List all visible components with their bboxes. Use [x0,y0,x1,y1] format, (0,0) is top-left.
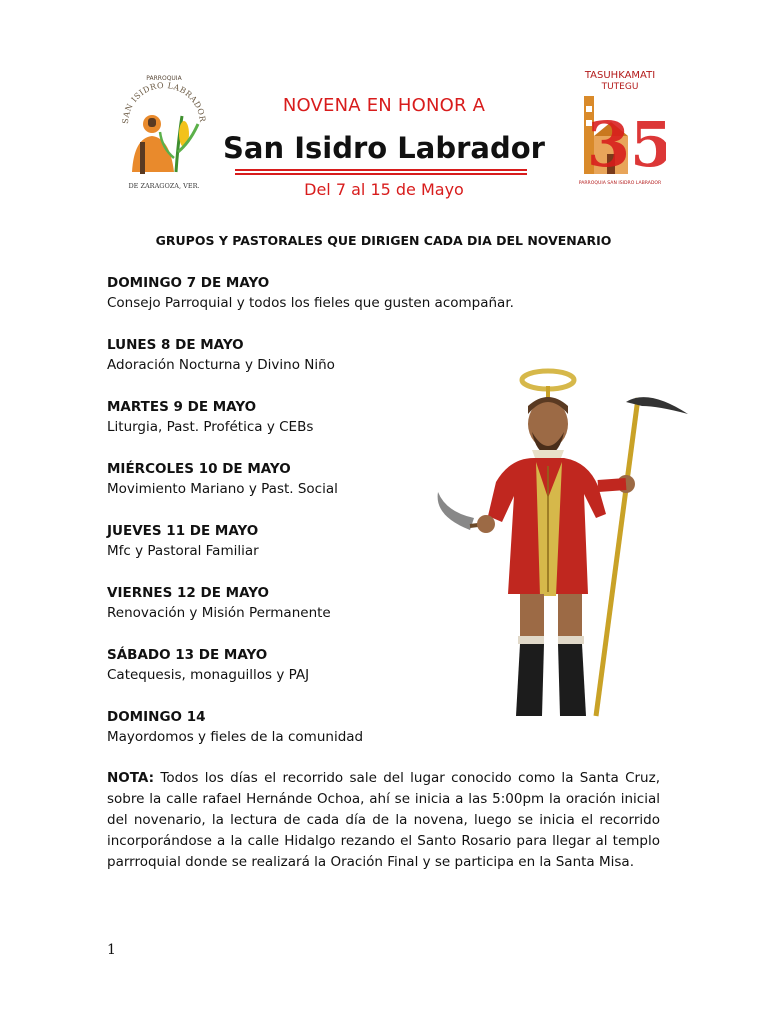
schedule-day: DOMINGO 14 [107,709,206,725]
header-subtitle: NOVENA EN HONOR A [282,95,486,116]
logo-right-bottom-text: PARROQUIA SAN ISIDRO LABRADOR [578,181,662,186]
schedule-entry [107,645,437,686]
schedule-groups: Renovación y Misión Permanente [107,605,331,621]
page-number: 1 [107,942,116,958]
page-title: San Isidro Labrador [223,131,545,165]
schedule-day: SÁBADO 13 DE MAYO [107,647,268,663]
schedule-day: MIÉRCOLES 10 DE MAYO [107,461,291,477]
parish-logo-left [118,72,210,192]
schedule-entry [107,521,437,562]
schedule-day: LUNES 8 DE MAYO [107,337,244,353]
schedule-day: JUEVES 11 DE MAYO [107,523,259,539]
schedule-entry [107,273,514,314]
schedule-entry [107,459,437,500]
anniversary-logo-right [574,66,666,188]
logo-right-sub-text: TUTEGU [601,82,639,92]
schedule-day: DOMINGO 7 DE MAYO [107,275,270,291]
san-isidro-statue-image [430,366,692,722]
schedule-groups: Mfc y Pastoral Familiar [107,543,259,559]
note-label: NOTA: [107,770,155,786]
schedule-entry [107,583,437,624]
header-dates: Del 7 al 15 de Mayo [304,180,464,199]
schedule-groups: Consejo Parroquial y todos los fieles que gusten acompañar. [107,295,514,311]
schedule-groups: Adoración Nocturna y Divino Niño [107,357,335,373]
logo-left-top-text: PARROQUIA [146,75,182,82]
schedule-entry [107,335,437,376]
schedule-groups: Movimiento Mariano y Past. Social [107,481,338,497]
logo-right-number: 35 [586,108,666,181]
logo-right-top-text: TASUHKAMATI [584,70,656,81]
logo-left-arc-text: SAN ISIDRO LABRADOR [120,80,208,125]
schedule-entry [107,707,437,748]
schedule-groups: Mayordomos y fieles de la comunidad [107,729,364,745]
logo-left-bottom-text: DE ZARAGOZA, VER. [128,182,200,190]
note-paragraph [107,768,660,873]
schedule-day: MARTES 9 DE MAYO [107,399,257,415]
schedule-groups: Liturgia, Past. Profética y CEBs [107,419,314,435]
schedule-day: VIERNES 12 DE MAYO [107,585,270,601]
schedule-entry [107,397,437,438]
schedule-groups: Catequesis, monaguillos y PAJ [107,667,310,683]
section-heading: GRUPOS Y PASTORALES QUE DIRIGEN CADA DIA DEL NOVENARIO [155,233,612,248]
title-underline-top [235,169,527,171]
note-text: Todos los días el recorrido sale del lugar conocido como la Santa Cruz, sobre la calle rafael Hernánde Ochoa, ahí se inicia a las 5:00pm la oración inicial del novenario, la lectura de cada día de la novena, luego se inicia el recorrido incorporándose a la calle Hidalgo rezando el Santo Rosario para llegar al templo parrroquial donde se realizará la Oración Final y se participa en la Santa Misa. [107,770,660,870]
title-underline-bottom [235,173,527,175]
